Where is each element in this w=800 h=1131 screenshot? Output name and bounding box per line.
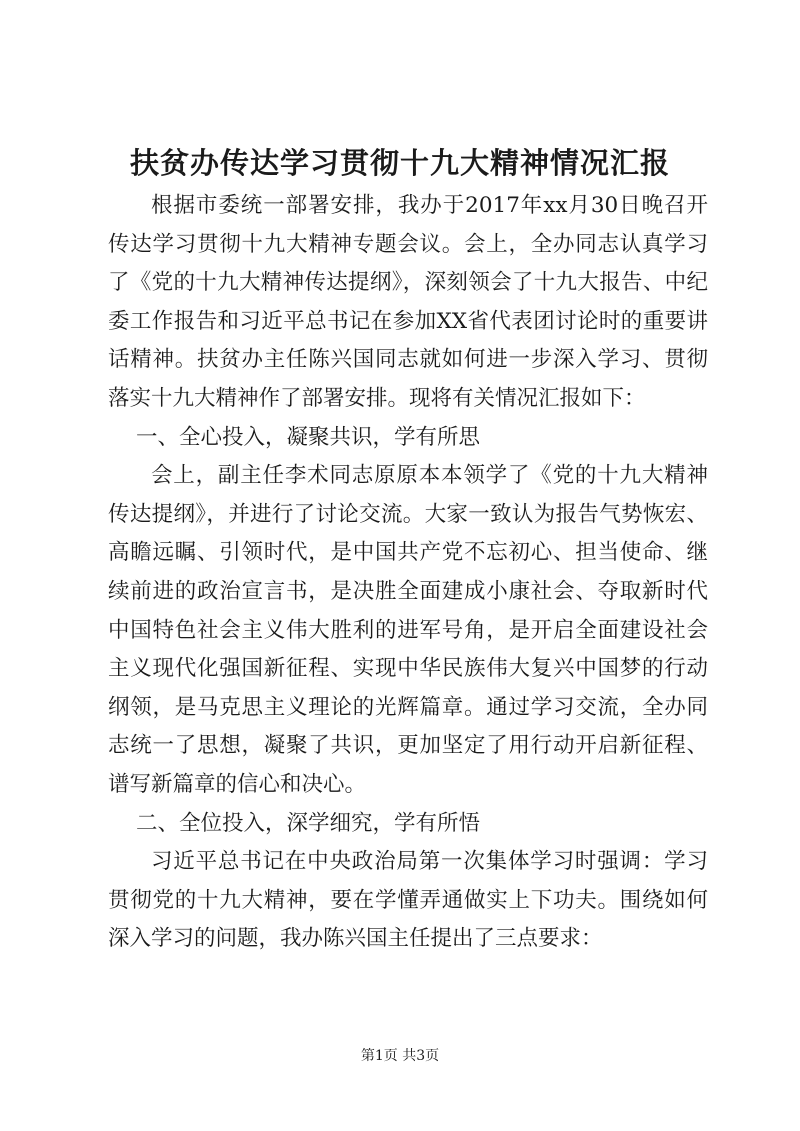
section-heading-1: 一、全心投入，凝聚共识，学有所思 (135, 424, 480, 450)
document-body (108, 187, 708, 959)
document-title: 扶贫办传达学习贯彻十九大精神情况汇报 (129, 146, 670, 180)
page-number: 第1页 (360, 1048, 398, 1064)
section-1-paragraph: 会上，副主任李术同志原原本本领学了《党的十九大精神传达提纲》，并进行了讨论交流。大家一致认为报告气势恢宏、高瞻远瞩、引领时代，是中国共产党不忘初心、担当使命、继续前进的政治宣言书，是决胜全面建成小康社会、夺取新时代中国特色社会主义伟大胜利的进军号角，是开启全面建设社会主义现代化强国新征程、实现中华民族伟大复兴中国梦的行动纲领，是马克思主义理论的光辉篇章。通过学习交流，全办同志统一了思想，凝聚了共识，更加坚定了用行动开启新征程、谱写新篇章的信心和决心。 (108, 463, 708, 797)
page-footer (0, 1046, 800, 1066)
page-total: 共3页 (402, 1048, 440, 1064)
intro-paragraph: 根据市委统一部署安排，我办于2017年xx月30日晚召开传达学习贯彻十九大精神专题会议。会上，全办同志认真学习了《党的十九大精神传达提纲》，深刻领会了十九大报告、中纪委工作报告和习近平总书记在参加XX省代表团讨论时的重要讲话精神。扶贫办主任陈兴国同志就如何进一步深入学习、贯彻落实十九大精神作了部署安排。现将有关情况汇报如下： (108, 193, 708, 411)
section-2-paragraph: 习近平总书记在中央政治局第一次集体学习时强调：学习贯彻党的十九大精神，要在学懂弄通做实上下功夫。围绕如何深入学习的问题，我办陈兴国主任提出了三点要求： (108, 849, 708, 952)
section-heading-2: 二、全位投入，深学细究，学有所悟 (135, 810, 480, 836)
